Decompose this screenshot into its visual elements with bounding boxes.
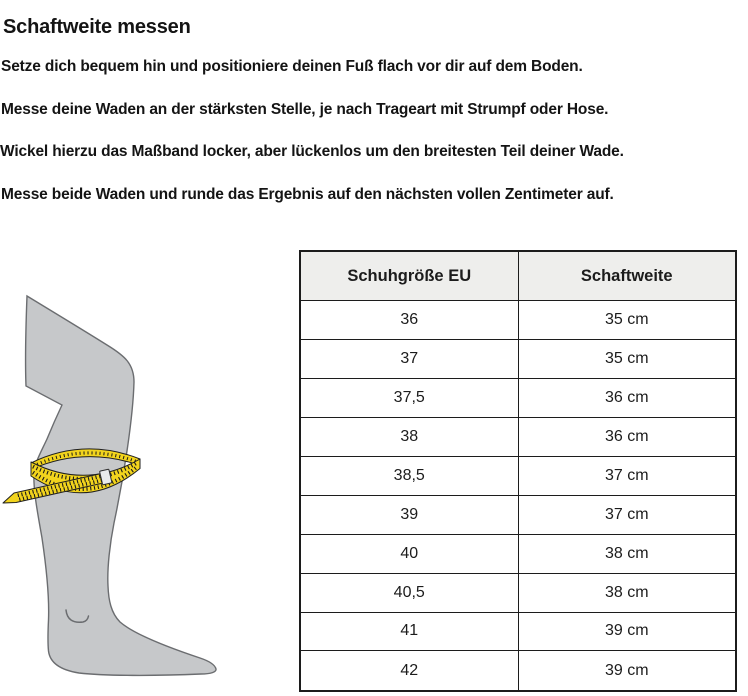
table-cell: 35 cm [518, 339, 736, 378]
column-header-shaft-width: Schaftweite [518, 251, 736, 301]
column-header-shoe-size: Schuhgröße EU [300, 251, 518, 301]
size-table [299, 250, 737, 692]
table-cell: 39 [300, 495, 518, 534]
table-row [300, 378, 736, 417]
table-cell: 38 [300, 417, 518, 456]
table-row [300, 612, 736, 651]
table-cell: 36 cm [518, 417, 736, 456]
table-cell: 38 cm [518, 534, 736, 573]
table-row [300, 495, 736, 534]
page-title: Schaftweite messen [3, 16, 191, 39]
table-cell: 39 cm [518, 612, 736, 651]
size-table-body [300, 301, 736, 692]
table-cell: 37,5 [300, 378, 518, 417]
calf-measuring-illustration [0, 280, 240, 696]
table-row [300, 573, 736, 612]
table-cell: 37 [300, 339, 518, 378]
table-row [300, 651, 736, 691]
table-cell: 36 cm [518, 378, 736, 417]
table-cell: 38,5 [300, 456, 518, 495]
table-row [300, 534, 736, 573]
table-cell: 42 [300, 651, 518, 691]
table-cell: 38 cm [518, 573, 736, 612]
table-cell: 40 [300, 534, 518, 573]
instruction-line-3: Wickel hierzu das Maßband locker, aber lückenlos um den breitesten Teil deiner Wade. [0, 142, 624, 160]
instruction-line-2: Messe deine Waden an der stärksten Stelle, je nach Trageart mit Strumpf oder Hose. [1, 100, 609, 118]
table-cell: 41 [300, 612, 518, 651]
table-cell: 35 cm [518, 301, 736, 340]
table-cell: 39 cm [518, 651, 736, 691]
table-row [300, 339, 736, 378]
table-row [300, 417, 736, 456]
table-cell: 36 [300, 301, 518, 340]
instruction-line-1: Setze dich bequem hin und positioniere deinen Fuß flach vor dir auf dem Boden. [1, 57, 583, 75]
table-row [300, 301, 736, 340]
table-cell: 37 cm [518, 456, 736, 495]
size-table-header-row [300, 251, 736, 301]
table-cell: 37 cm [518, 495, 736, 534]
table-row [300, 456, 736, 495]
table-cell: 40,5 [300, 573, 518, 612]
instruction-line-4: Messe beide Waden und runde das Ergebnis auf den nächsten vollen Zentimeter auf. [1, 185, 614, 203]
